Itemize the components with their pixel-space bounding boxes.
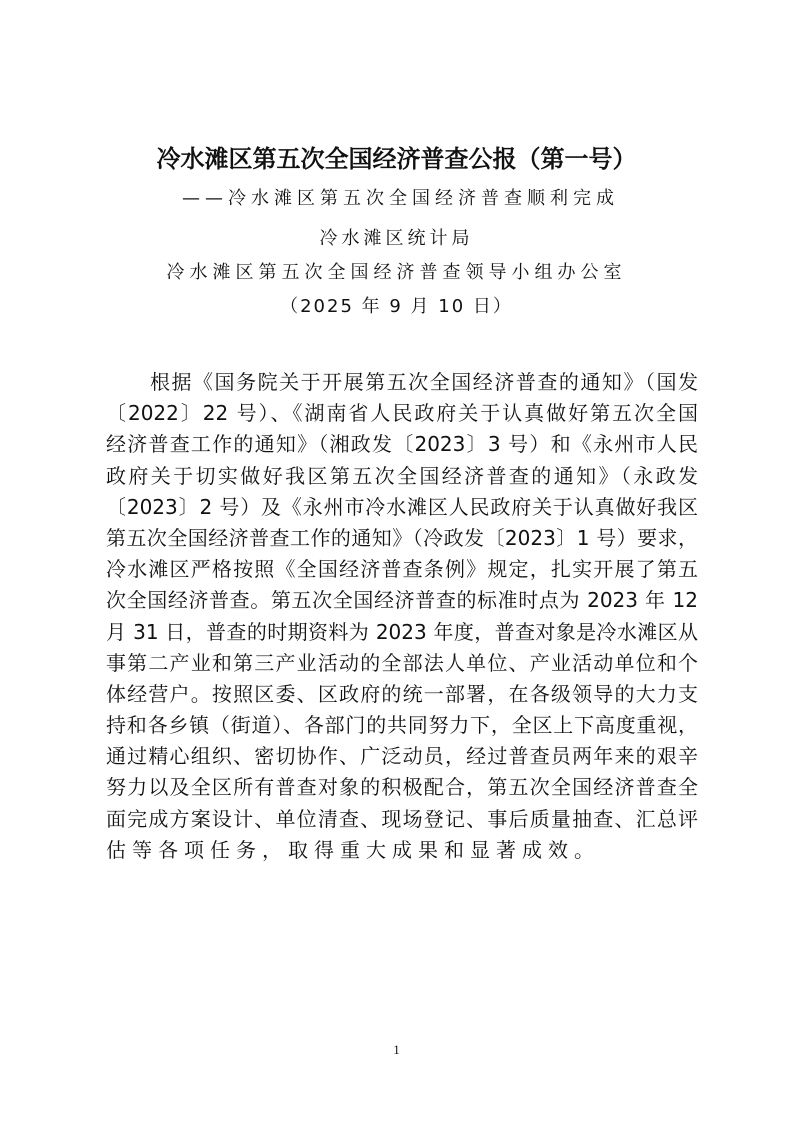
body-line: 第五次全国经济普查工作的通知》（冷政发〔2023〕1 号）要求， bbox=[106, 525, 698, 550]
body-line: 月 31 日，普查的时期资料为 2023 年度，普查对象是冷水滩区从 bbox=[106, 619, 698, 644]
bulletin-subtitle: ——冷水滩区第五次全国经济普查顺利完成 bbox=[182, 188, 619, 209]
body-line: 冷水滩区严格按照《全国经济普查条例》规定，扎实开展了第五 bbox=[106, 557, 698, 582]
body-line: 经济普查工作的通知》（湘政发〔2023〕3 号）和《永州市人民 bbox=[106, 432, 698, 457]
body-line: 通过精心组织、密切协作、广泛动员，经过普查员两年来的艰辛 bbox=[106, 744, 698, 769]
body-line: 事第二产业和第三产业活动的全部法人单位、产业活动单位和个 bbox=[106, 650, 698, 675]
body-line: 〔2023〕2 号）及《永州市冷水滩区人民政府关于认真做好我区 bbox=[106, 494, 698, 519]
issuer-census-office: 冷水滩区第五次全国经济普查领导小组办公室 bbox=[166, 262, 627, 283]
body-line: 体经营户。按照区委、区政府的统一部署，在各级领导的大力支 bbox=[106, 681, 698, 706]
body-line: 根据《国务院关于开展第五次全国经济普查的通知》（国发 bbox=[150, 370, 698, 394]
bulletin-title: 冷水滩区第五次全国经济普查公报（第一号） bbox=[156, 144, 637, 173]
body-line: 努力以及全区所有普查对象的积极配合，第五次全国经济普查全 bbox=[106, 775, 698, 800]
body-line: 政府关于切实做好我区第五次全国经济普查的通知》（永政发 bbox=[106, 463, 698, 488]
body-line: 估等各项任务，取得重大成果和显著成效。 bbox=[106, 837, 600, 862]
body-line: 〔2022〕22 号）、《湖南省人民政府关于认真做好第五次全国 bbox=[106, 401, 698, 426]
body-line: 面完成方案设计、单位清查、现场登记、事后质量抽查、汇总评 bbox=[106, 806, 698, 831]
page-number: 1 bbox=[393, 1042, 400, 1057]
issuer-statistics-bureau: 冷水滩区统计局 bbox=[319, 228, 474, 249]
publish-date: （2025 年 9 月 10 日） bbox=[280, 296, 513, 317]
body-paragraph bbox=[106, 367, 698, 866]
body-line: 次全国经济普查。第五次全国经济普查的标准时点为 2023 年 12 bbox=[106, 588, 698, 613]
body-line: 持和各乡镇（街道）、各部门的共同努力下，全区上下高度重视， bbox=[106, 713, 698, 738]
